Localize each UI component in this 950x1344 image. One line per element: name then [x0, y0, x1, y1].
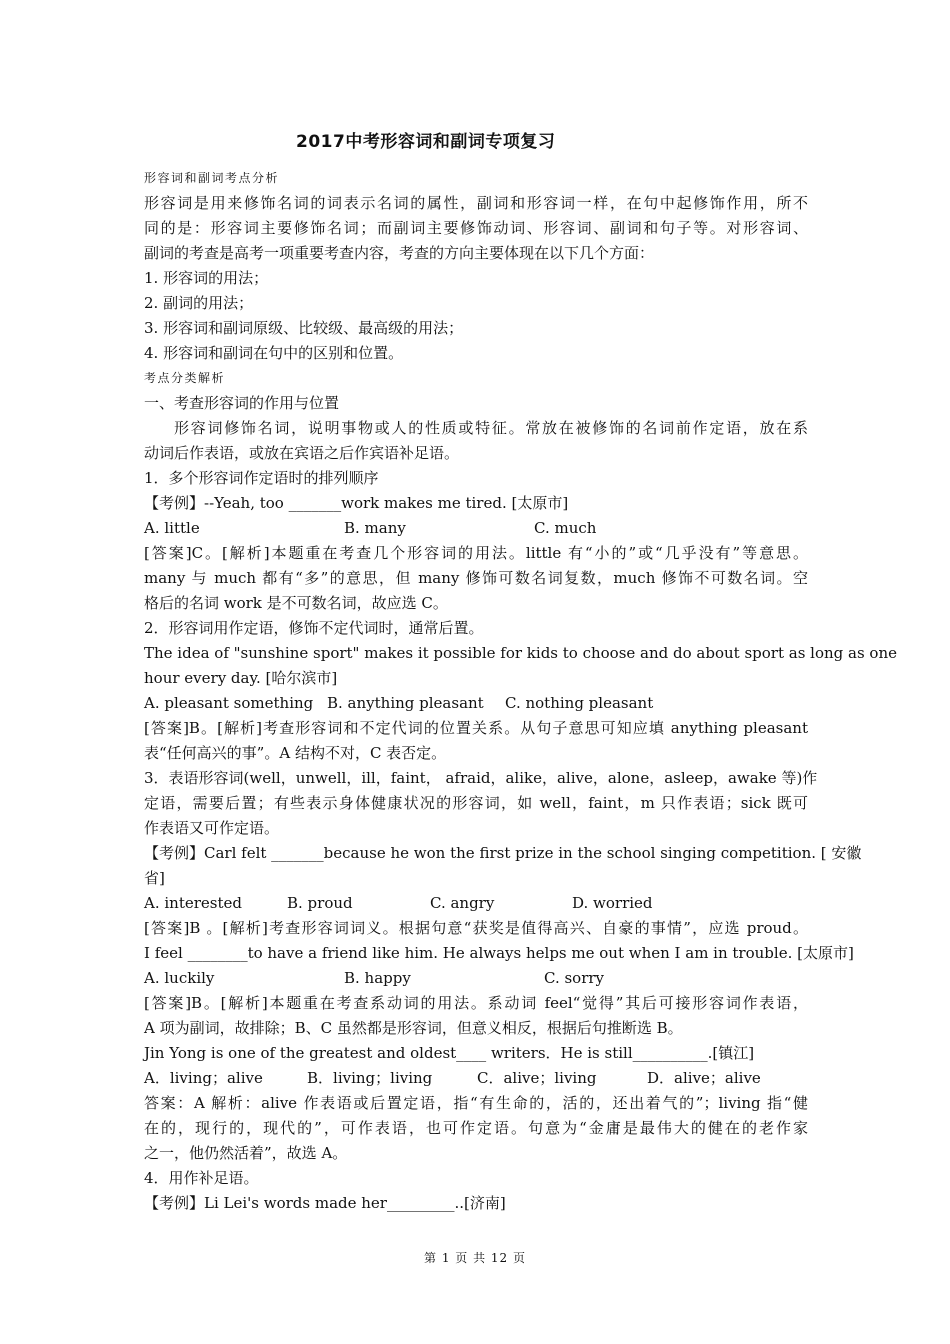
page-footer: 第 1 页 共 12 页 — [424, 1251, 526, 1265]
intro-line: 副词的考查是高考一项重要考查内容，考查的方向主要体现在以下几个方面： — [144, 244, 655, 262]
intro-line: 形容词是用来修饰名词的词表示名词的属性，副词和形容词一样，在句中起修饰作用，所不 — [144, 194, 808, 212]
example-line: I feel ________to have a friend like him. He always helps me out when I am in trouble. [太原市] — [144, 944, 854, 962]
option: A. little — [144, 519, 200, 537]
heading-2: 考点分类解析 — [144, 371, 226, 385]
document-body — [144, 166, 898, 1216]
item-title: 4．用作补足语。 — [144, 1169, 259, 1187]
answer-line: many 与 much 都有“多”的意思，但 many 修饰可数名词复数，much 修饰不可数名词。空 — [144, 569, 808, 587]
answer-line: 在的，现行的，现代的”，可作表语，也可作定语。句意为“金庸是最伟大的健在的老作家 — [144, 1119, 808, 1137]
answer-line: 之一，他仍然活着”，故选 A。 — [144, 1144, 348, 1162]
example-line: 【考例】--Yeah, too _______work makes me tired. [太原市] — [144, 494, 569, 512]
answer-line: [答案]B。[解析]本题重在考查系动词的用法。系动词 feel“觉得”其后可接形容词作表语， — [144, 994, 808, 1012]
part-desc-line: 动词后作表语，或放在宾语之后作宾语补足语。 — [144, 444, 460, 462]
item-title: 作表语又可作定语。 — [144, 819, 280, 837]
answer-line: [答案]C。[解析]本题重在考查几个形容词的用法。little 有“小的”或“几乎没有”等意思。 — [144, 544, 808, 562]
option: A. luckily — [144, 969, 215, 987]
example-line: 【考例】Carl felt _______because he won the first prize in the school singing competition. [ 安徽 — [144, 844, 862, 862]
item-title: 2．形容词用作定语，修饰不定代词时，通常后置。 — [144, 619, 484, 637]
options-row — [144, 1066, 808, 1091]
option: B. proud — [287, 894, 353, 912]
intro-line: 同的是：形容词主要修饰名词；而副词主要修饰动词、形容词、副词和句子等。对形容词、 — [144, 219, 808, 237]
options-row — [144, 966, 808, 991]
option: B. many — [344, 519, 406, 537]
point-item: 2. 副词的用法； — [144, 294, 254, 312]
option: D．alive；alive — [647, 1069, 761, 1087]
example-line: The idea of "sunshine sport" makes it possible for kids to choose and do about sport as long as one — [144, 644, 898, 662]
option: A．living；alive — [144, 1069, 263, 1087]
point-item: 1. 形容词的用法； — [144, 269, 269, 287]
example-line: 省] — [144, 869, 165, 887]
option: B. happy — [344, 969, 411, 987]
option: A. pleasant something — [144, 694, 314, 712]
part-title: 一、考查形容词的作用与位置 — [144, 394, 340, 412]
section-heading: 形容词和副词考点分析 — [144, 171, 280, 185]
point-item: 4. 形容词和副词在句中的区别和位置。 — [144, 344, 404, 362]
option: B. anything pleasant — [327, 694, 484, 712]
option: D. worried — [572, 894, 653, 912]
example-line: hour every day. [哈尔滨市] — [144, 669, 338, 687]
part-desc-line: 形容词修饰名词，说明事物或人的性质或特征。常放在被修饰的名词前作定语，放在系 — [174, 419, 808, 437]
option: C. angry — [430, 894, 495, 912]
options-row — [144, 691, 808, 716]
answer-line: 表“任何高兴的事”。A 结构不对，C 表否定。 — [144, 744, 447, 762]
options-row — [144, 891, 808, 916]
option: C. much — [534, 519, 597, 537]
answer-line: A 项为副词，故排除；B、C 虽然都是形容词，但意义相反，根据后句推断选 B。 — [144, 1019, 683, 1037]
example-line: 【考例】Li Lei's words made her_________..[济南] — [144, 1194, 506, 1212]
item-title: 1．多个形容词作定语时的排列顺序 — [144, 469, 379, 487]
item-title: 3．表语形容词(well，unwell，ill，faint， afraid，alike，alive，alone，asleep，awake 等)作 — [144, 769, 818, 787]
document-title: 2017中考形容词和副词专项复习 — [296, 132, 556, 152]
options-row — [144, 516, 808, 541]
point-item: 3. 形容词和副词原级、比较级、最高级的用法； — [144, 319, 464, 337]
option: C. sorry — [544, 969, 605, 987]
answer-line: 答案：A 解析：alive 作表语或后置定语，指“有生命的，活的，还出着气的”；living 指“健 — [144, 1094, 808, 1112]
option: C. nothing pleasant — [505, 694, 654, 712]
option: B．living；living — [307, 1069, 433, 1087]
option: A. interested — [144, 894, 242, 912]
answer-line: [答案]B 。[解析]考查形容词词义。根据句意“获奖是值得高兴、自豪的事情”，应选 proud。 — [144, 919, 808, 937]
answer-line: 格后的名词 work 是不可数名词，故应选 C。 — [144, 594, 448, 612]
option: C．alive；living — [477, 1069, 597, 1087]
item-title: 定语，需要后置；有些表示身体健康状况的形容词，如 well，faint，m 只作表语；sick 既可 — [144, 794, 808, 812]
example-line: Jin Yong is one of the greatest and oldest____ writers．He is still__________.[镇江] — [144, 1044, 755, 1062]
answer-line: [答案]B。[解析]考查形容词和不定代词的位置关系。从句子意思可知应填 anything pleasant — [144, 719, 808, 737]
